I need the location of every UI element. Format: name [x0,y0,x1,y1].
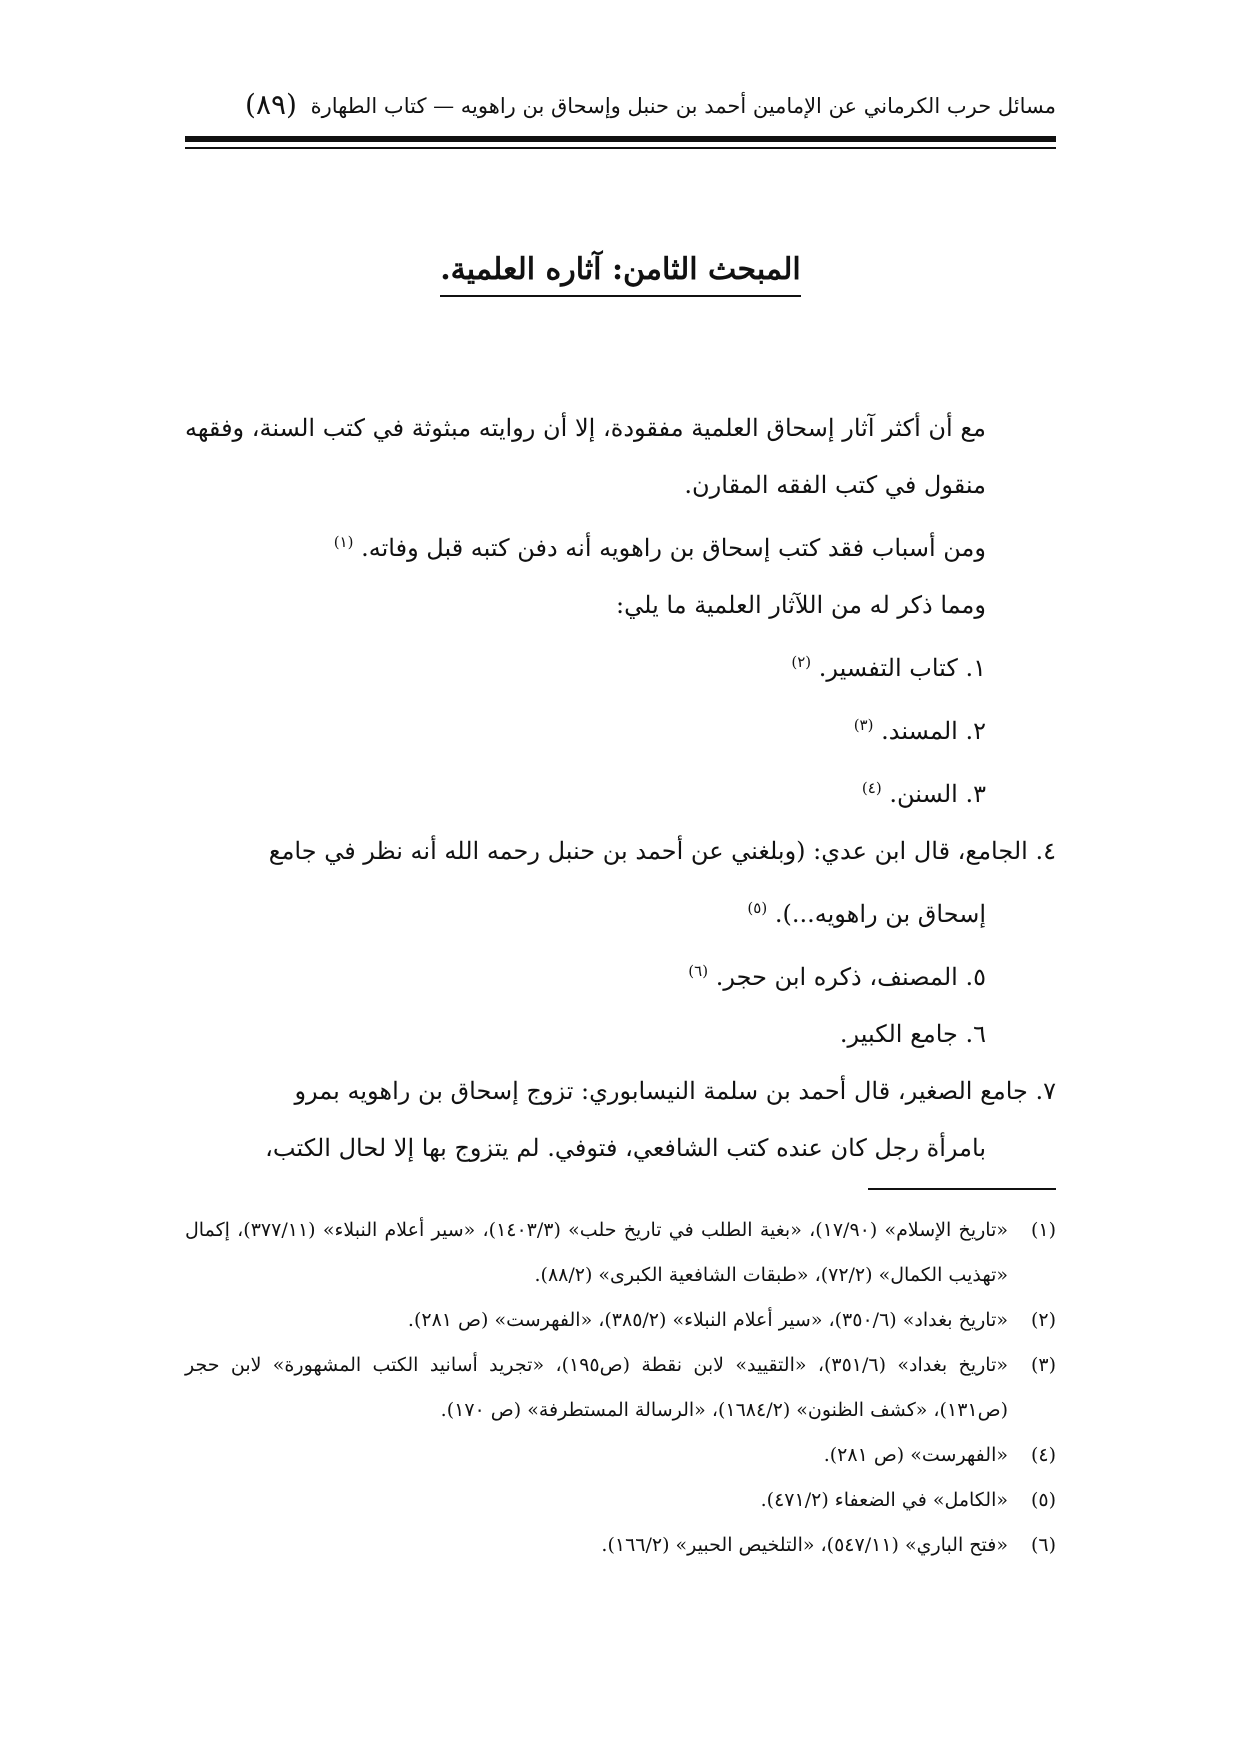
main-text [185,400,1056,1177]
footnote-2 [185,1298,1056,1343]
footnote-ref-1: (١) [333,533,354,551]
list-item-6 [185,1006,1056,1063]
header-rule-thin [185,147,1056,149]
footnote-number: (١) [1030,1219,1056,1241]
list-item-continuation-text: إسحاق بن راهويه...). [774,900,986,928]
list-item-text: ١. كتاب التفسير. [818,654,986,682]
footnote-number: (٤) [1030,1444,1056,1466]
footnote-text: «تاريخ بغداد» (٣٥١/٦)، «التقييد» لابن نقطة (ص١٩٥)، «تجريد أسانيد الكتب المشهورة» لابن حجر (ص١٣١)، «كشف الظنون» (١٦٨٤/٢)، «الرسالة المستطرفة» (ص ١٧٠). [185,1354,1008,1421]
footnote-3 [185,1343,1056,1433]
list-item-4 [185,823,1056,943]
footnote-number: (٣) [1030,1354,1056,1376]
list-item-3 [185,760,1056,823]
paragraph-loss-text: ومن أسباب فقد كتب إسحاق بن راهويه أنه دفن كتبه قبل وفاته. [361,534,986,562]
footnote-number: (٥) [1030,1489,1056,1511]
footnote-number: (٢) [1030,1309,1056,1331]
footnotes [185,1208,1056,1568]
list-item-continuation: بامرأة رجل كان عنده كتب الشافعي، فتوفي. لم يتزوج بها إلا لحال الكتب، [265,1134,986,1162]
footnote-text: «تاريخ الإسلام» (١٧/٩٠)، «بغية الطلب في تاريخ حلب» (١٤٠٣/٣)، «سير أعلام النبلاء» (٣٧٧/١١)، إكمال «تهذيب الكمال» (٧٢/٢)، «طبقات الشافعية الكبرى» (٨٨/٢). [185,1219,1008,1286]
list-item-text: ٥. المصنف، ذكره ابن حجر. [715,963,986,991]
footnote-text: «فتح الباري» (٥٤٧/١١)، «التلخيص الحبير» (١٦٦/٢). [601,1534,1008,1556]
footnote-ref: (٢) [791,653,812,671]
footnote-ref: (٤) [861,779,882,797]
footnote-ref: (٣) [853,716,874,734]
footnote-ref: (٥) [747,899,768,917]
list-item-text: ٢. المسند. [881,717,986,745]
list-item-text: ٧. جامع الصغير، قال أحمد بن سلمة النيسابوري: تزوج إسحاق بن راهويه بمرو [294,1077,1056,1105]
list-item-1 [185,634,1056,697]
footnote-6 [185,1523,1056,1568]
footnote-1 [185,1208,1056,1298]
footnote-text: «الكامل» في الضعفاء (٤٧١/٢). [760,1489,1008,1511]
list-item-2 [185,697,1056,760]
list-item-text: ٦. جامع الكبير. [839,1020,986,1048]
footnote-5 [185,1478,1056,1523]
section-title [0,252,1241,287]
list-item-text: ٣. السنن. [889,780,986,808]
list-item-continuation [185,880,1056,943]
section-title-text: المبحث الثامن: آثاره العلمية. [440,252,801,297]
footnote-4 [185,1433,1056,1478]
paragraph-loss [185,514,1056,577]
running-header [185,80,1056,130]
list-item-5 [185,943,1056,1006]
page-number: (٨٩) [245,88,297,121]
header-title: مسائل حرب الكرماني عن الإمامين أحمد بن حنبل وإسحاق بن راهويه — كتاب الطهارة [310,94,1056,118]
list-item-7 [185,1063,1056,1177]
footnote-separator [868,1188,1056,1190]
footnote-text: «الفهرست» (ص ٢٨١). [823,1444,1008,1466]
footnote-text: «تاريخ بغداد» (٣٥٠/٦)، «سير أعلام النبلاء» (٣٨٥/٢)، «الفهرست» (ص ٢٨١). [407,1309,1008,1331]
paragraph-intro: مع أن أكثر آثار إسحاق العلمية مفقودة، إلا أن روايته مبثوثة في كتب السنة، وفقهه منقول في كتب الفقه المقارن. [185,414,986,499]
footnote-ref: (٦) [688,962,709,980]
header-rule-thick [185,136,1056,142]
paragraph-list-intro: ومما ذكر له من اللآثار العلمية ما يلي: [616,591,986,619]
list-item-text: ٤. الجامع، قال ابن عدي: (وبلغني عن أحمد بن حنبل رحمه الله أنه نظر في جامع [268,837,1056,865]
footnote-number: (٦) [1030,1534,1056,1556]
